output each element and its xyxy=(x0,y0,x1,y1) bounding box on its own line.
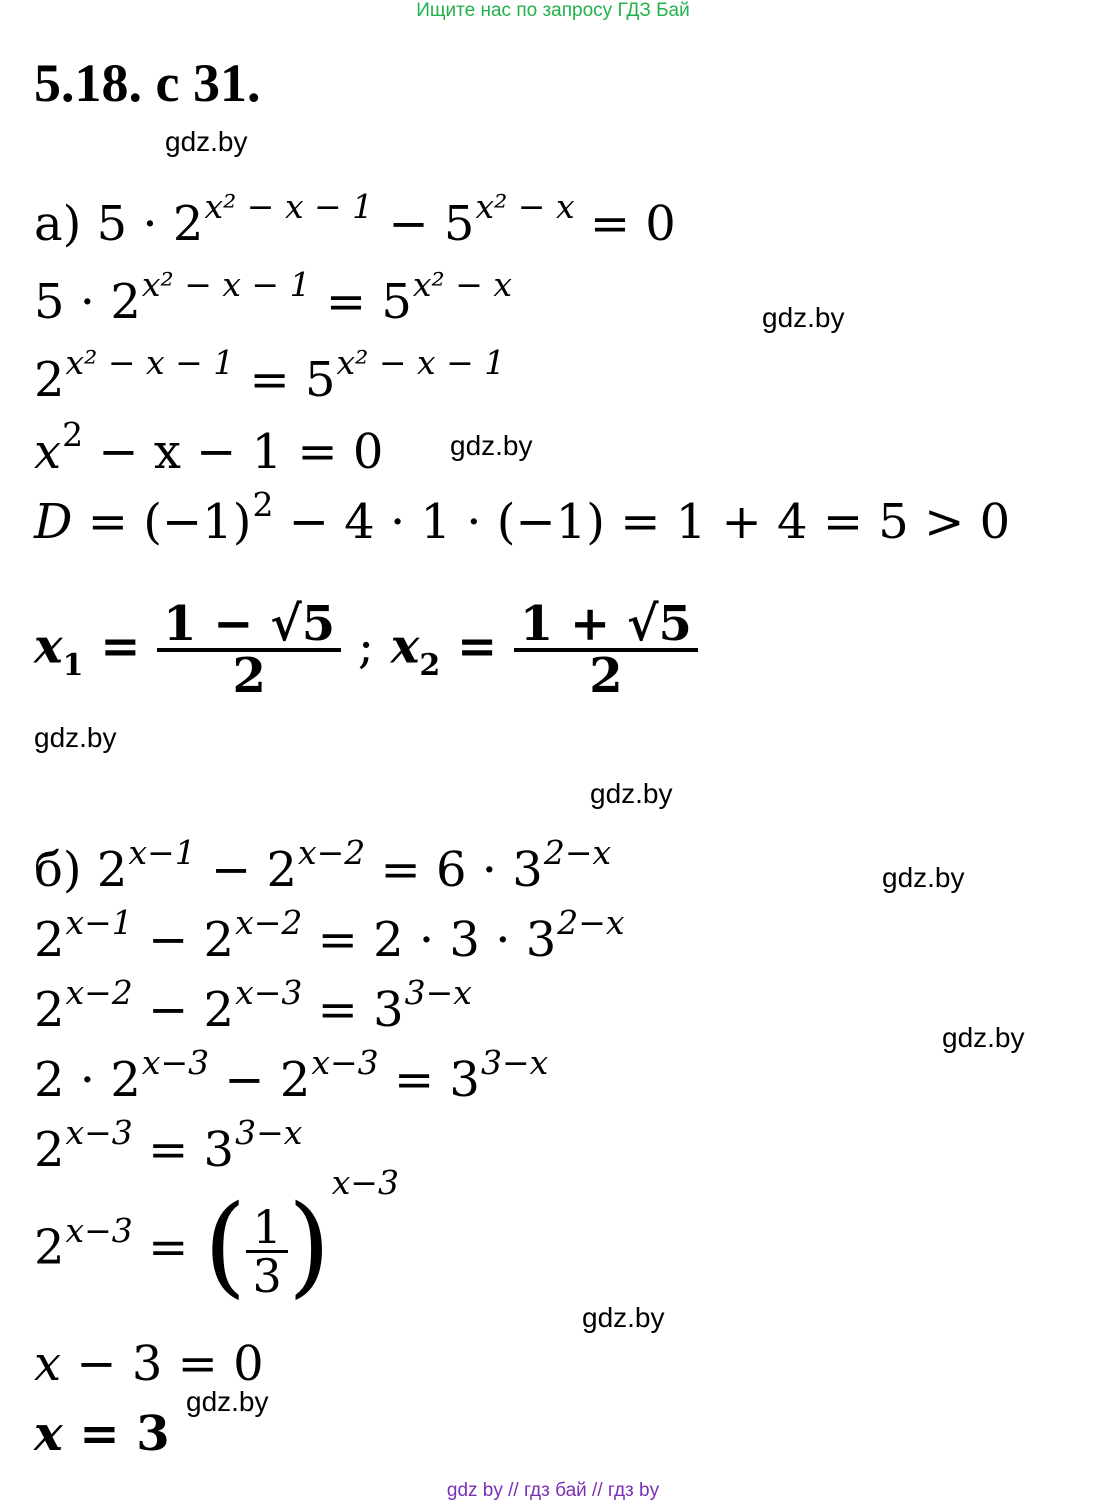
watermark: gdz.by xyxy=(582,1302,665,1333)
top-banner[interactable]: Ищите нас по запросу ГДЗ Бай xyxy=(416,0,690,21)
part-b-line-6: $2^{x-3}$ = ( $\frac{1}{3}$ )$^{x-3}$ xyxy=(34,1162,399,1309)
page-title: 5.18. с 31. xyxy=(34,53,261,113)
part-a-line-4: $x^2 - x - 1 = 0$ xyxy=(34,415,384,480)
watermark: gdz.by xyxy=(590,778,673,809)
watermark: gdz.by xyxy=(762,302,845,333)
root-2-fraction: $\frac{1 + √5}{2}$ xyxy=(514,600,698,700)
footer-links[interactable]: gdz by // гдз бай // гдз by xyxy=(446,1480,660,1501)
watermark: gdz.by xyxy=(942,1022,1025,1053)
part-b-line-2: $2^{x-1} - 2^{x-2} = 2 \cdot 3 \cdot 3^{2-x}$ xyxy=(34,903,625,968)
one-third-fraction: $\frac{1}{3}$ xyxy=(246,1204,287,1299)
part-b-line-5: $2^{x-3} = 3^{3-x}$ xyxy=(34,1113,303,1178)
root-1-fraction: $\frac{1 - √5}{2}$ xyxy=(157,600,341,700)
watermark: gdz.by xyxy=(450,430,533,461)
part-a-line-3: $2^{x^2 - x - 1} = 5^{x^2 - x - 1}$ xyxy=(34,343,506,408)
watermark: gdz.by xyxy=(34,722,117,753)
part-a-line-1: а) $5 \cdot 2^{x^2 - x - 1} - 5^{x^2 - x} = 0$ xyxy=(34,187,676,252)
part-a-line-5: $D = (-1)^2 - 4 \cdot 1 \cdot (-1) = 1 + 4 = 5 > 0$ xyxy=(34,485,1011,550)
watermark: gdz.by xyxy=(165,126,248,157)
part-a-roots: $x_1$ = $\frac{1 - √5}{2}$ ; $x_2$ = $\frac{1 + √5}{2}$ xyxy=(34,600,698,700)
part-a-line-2: $5 \cdot 2^{x^2 - x - 1} = 5^{x^2 - x}$ xyxy=(34,265,512,330)
part-b-line-4: $2 \cdot 2^{x-3} - 2^{x-3} = 3^{3-x}$ xyxy=(34,1043,549,1108)
part-b-line-3: $2^{x-2} - 2^{x-3} = 3^{3-x}$ xyxy=(34,973,472,1038)
part-b-line-1: б) $2^{x-1} - 2^{x-2} = 6 \cdot 3^{2-x}$ xyxy=(34,833,612,898)
watermark: gdz.by xyxy=(882,862,965,893)
part-b-line-7: x − 3 = 0 xyxy=(34,1336,264,1392)
watermark: gdz.by xyxy=(186,1386,269,1417)
part-b-answer: x = 3 xyxy=(34,1406,170,1462)
